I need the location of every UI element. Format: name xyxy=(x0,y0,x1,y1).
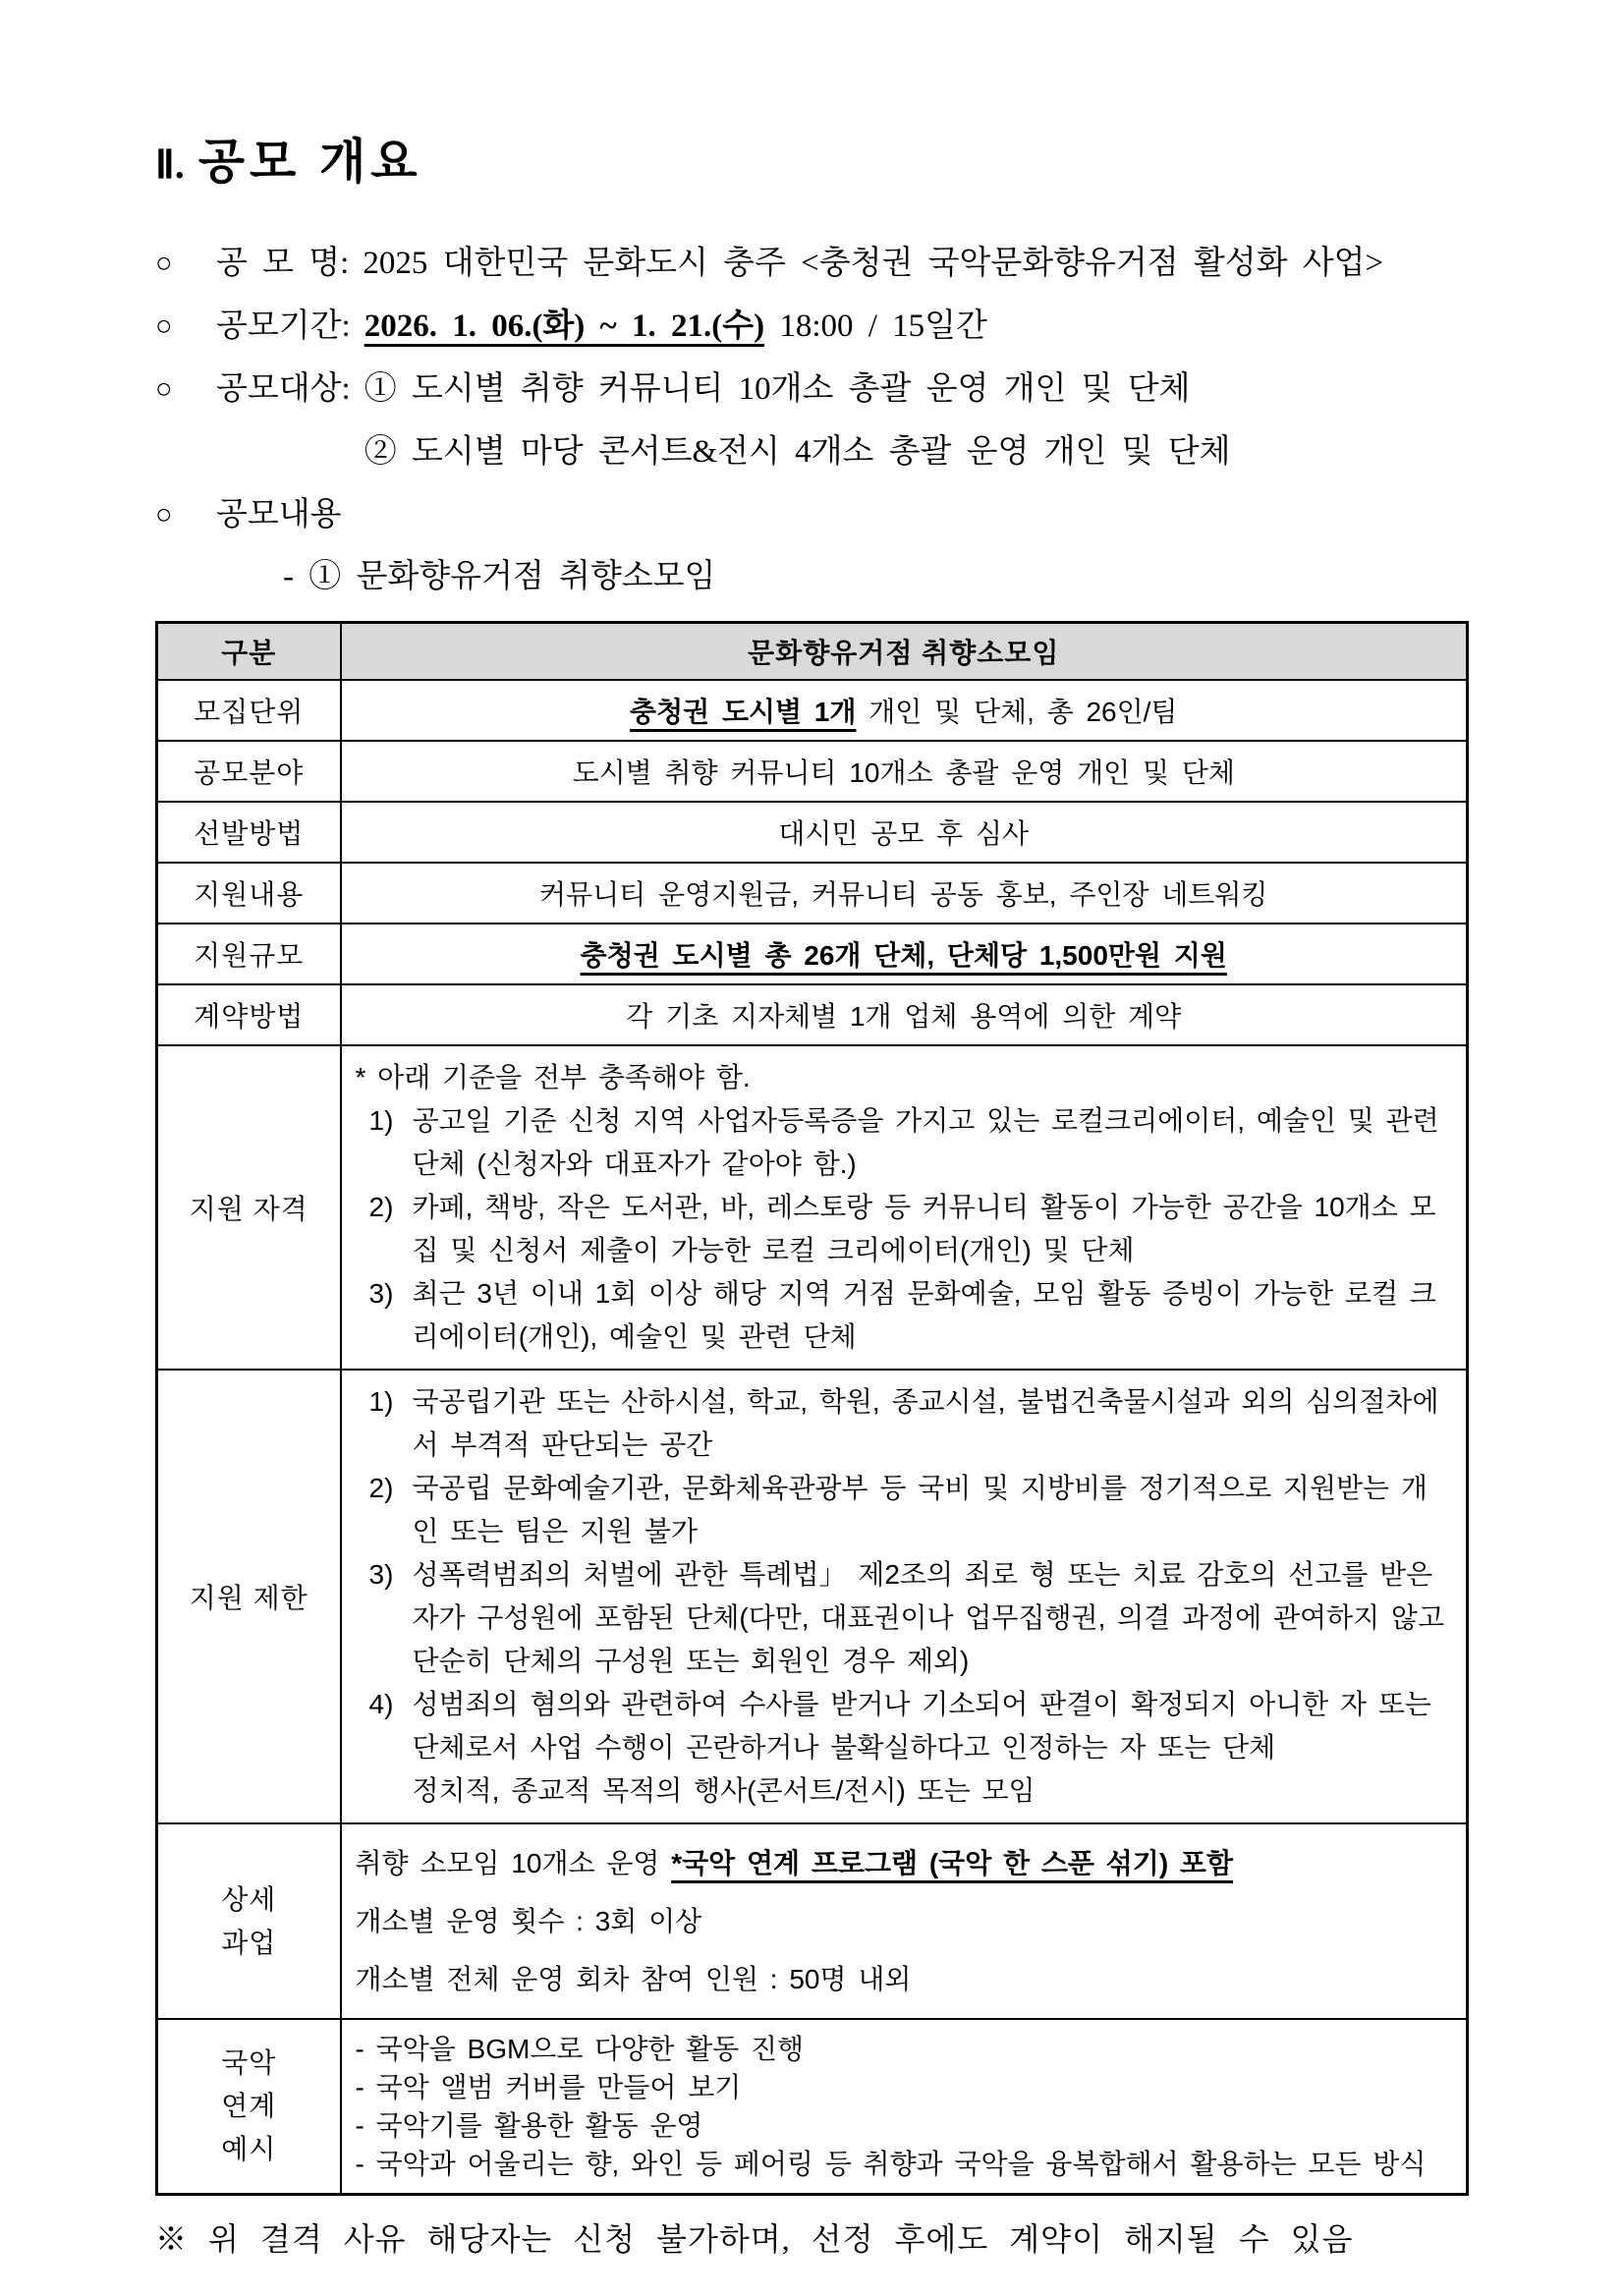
scale-value-strong: 충청권 도시별 총 26개 단체, 단체당 1,500만원 지원 xyxy=(580,940,1227,971)
bullet-list xyxy=(155,232,1469,605)
selection-label: 선발방법 xyxy=(157,802,341,863)
bullet-competition-target xyxy=(155,358,1469,483)
header-category-cell: 구분 xyxy=(157,623,341,681)
eligibility-label: 지원 자격 xyxy=(157,1045,341,1370)
tasks-cell xyxy=(341,1823,1468,2019)
restriction-item: 1) 국공립기관 또는 산하시설, 학교, 학원, 종교시설, 불법건축물시설과 외의 심의절차에서 부격적 판단되는 공간 xyxy=(368,1386,1439,1460)
support-value: 커뮤니티 운영지원금, 커뮤니티 공동 홍보, 주인장 네트워킹 xyxy=(341,863,1468,924)
footnote: ※ 위 결격 사유 해당자는 신청 불가하며, 선정 후에도 계약이 해지될 수 있음 xyxy=(155,2221,1354,2257)
table-row-scale xyxy=(157,924,1468,984)
competition-period-value xyxy=(364,295,1469,358)
tasks-gugak-program-strong: *국악 연계 프로그램 (국악 한 스푼 섞기) 포함 xyxy=(671,1848,1234,1878)
gugak-example-item: - 국악 앨범 커버를 만들어 보기 xyxy=(355,2072,742,2102)
period-time-duration: 18:00 / 15일간 xyxy=(764,308,987,344)
bullet-competition-name xyxy=(155,232,1469,295)
eligibility-item: 2) 카페, 책방, 작은 도서관, 바, 레스토랑 등 커뮤니티 활동이 가능한 공간을 10개소 모집 및 신청서 제출이 가능한 로컬 크리에이터(개인) 및 단체 xyxy=(368,1192,1436,1265)
scale-value xyxy=(341,924,1468,984)
restriction-item: 2) 국공립 문화예술기관, 문화체육관광부 등 국비 및 지방비를 정기적으로 지원받는 개인 또는 팀은 지원 불가 xyxy=(368,1473,1428,1546)
table-row-gugak-examples xyxy=(157,2019,1468,2195)
scale-label: 지원규모 xyxy=(157,924,341,984)
selection-value: 대시민 공모 후 심사 xyxy=(341,802,1468,863)
recruit-unit-strong: 충청권 도시별 1개 xyxy=(630,697,857,727)
gugak-examples-label: 국악 연계 예시 xyxy=(157,2019,341,2195)
competition-name-value: 2025 대한민국 문화도시 충주 <충청권 국악문화향유거점 활성화 사업> xyxy=(363,246,1384,281)
gugak-example-item: - 국악과 어울리는 향, 와인 등 페어링 등 취향과 국악을 융복합해서 활용하는 모든 방식 xyxy=(355,2149,1427,2179)
competition-period-label: 공모기간: xyxy=(216,308,351,344)
competition-content-label: 공모내용 xyxy=(216,497,342,532)
restriction-item: 3) 성폭력범죄의 처벌에 관한 특례법」 제2조의 죄로 형 또는 치료 감호의 선고를 받은 자가 구성원에 포함된 단체(다만, 대표권이나 업무집행권, 의결 과정에 관여하지 않고 단순히 단체의 구성원 또는 회원인 경우 제외) xyxy=(368,1559,1445,1676)
table-header-row xyxy=(157,623,1468,681)
restriction-label: 지원 제한 xyxy=(157,1370,341,1823)
table-row-field xyxy=(157,741,1468,802)
table-row-tasks xyxy=(157,1823,1468,2019)
field-value: 도시별 취향 커뮤니티 10개소 총괄 운영 개인 및 단체 xyxy=(341,741,1468,802)
circle-bullet-icon: ○ xyxy=(155,499,173,531)
tasks-line-3: 개소별 전체 운영 회차 참여 인원 : 50명 내외 xyxy=(355,1964,912,1994)
recruit-unit-label: 모집단위 xyxy=(157,680,341,741)
eligibility-cell xyxy=(341,1045,1468,1370)
section-title-text: 공모 개요 xyxy=(197,136,422,189)
tasks-line-1: 취향 소모임 10개소 운영 *국악 연계 프로그램 (국악 한 스푼 섞기) 포함 xyxy=(355,1848,1234,1878)
gugak-examples-cell xyxy=(341,2019,1468,2195)
restriction-cell xyxy=(341,1370,1468,1823)
circle-bullet-icon: ○ xyxy=(155,310,173,342)
recruit-unit-value xyxy=(341,680,1468,741)
gugak-example-item: - 국악기를 활용한 활동 운영 xyxy=(355,2110,703,2141)
table-row-eligibility xyxy=(157,1045,1468,1370)
overview-table xyxy=(155,621,1469,2196)
bullet-competition-period xyxy=(155,295,1469,358)
tasks-label: 상세 과업 xyxy=(157,1823,341,2019)
period-date-range: 2026. 1. 06.(화) ~ 1. 21.(수) xyxy=(364,308,765,344)
table-row-selection xyxy=(157,802,1468,863)
section-numeral: Ⅱ. xyxy=(155,142,185,187)
circle-bullet-icon: ○ xyxy=(155,373,173,405)
bullet-competition-content xyxy=(155,483,1469,546)
table-row-support xyxy=(157,863,1468,924)
competition-target-label: 공모대상: xyxy=(216,371,351,407)
recruit-unit-rest: 개인 및 단체, 총 26인/팀 xyxy=(856,697,1178,727)
target-item-2: ② 도시별 마당 콘서트&전시 4개소 총괄 운영 개인 및 단체 xyxy=(364,434,1231,470)
eligibility-note: * 아래 기준을 전부 충족해야 함. xyxy=(355,1062,751,1092)
competition-name-label: 공 모 명: xyxy=(216,246,350,281)
table-row-recruit-unit xyxy=(157,680,1468,741)
page-title xyxy=(155,124,1469,193)
target-item-1: ① 도시별 취향 커뮤니티 10개소 총괄 운영 개인 및 단체 xyxy=(364,371,1191,407)
table-row-restriction xyxy=(157,1370,1468,1823)
support-label: 지원내용 xyxy=(157,863,341,924)
table-row-contract xyxy=(157,984,1468,1045)
contract-label: 계약방법 xyxy=(157,984,341,1045)
restriction-item: 정치적, 종교적 목적의 행사(콘서트/전시) 또는 모임 xyxy=(412,1775,1036,1806)
eligibility-item: 3) 최근 3년 이내 1회 이상 해당 지역 거점 문화예술, 모임 활동 증빙이 가능한 로컬 크리에이터(개인), 예술인 및 관련 단체 xyxy=(368,1278,1436,1352)
gugak-example-item: - 국악을 BGM으로 다양한 활동 진행 xyxy=(355,2034,805,2064)
tasks-line-2: 개소별 운영 횟수 : 3회 이상 xyxy=(355,1906,702,1936)
circle-bullet-icon: ○ xyxy=(155,248,173,279)
contract-value: 각 기초 지자체별 1개 업체 용역에 의한 계약 xyxy=(341,984,1468,1045)
competition-target-value xyxy=(364,358,1469,483)
field-label: 공모분야 xyxy=(157,741,341,802)
header-program-cell: 문화향유거점 취향소모임 xyxy=(341,623,1468,681)
content-sub-item: - ① 문화향유거점 취향소모임 xyxy=(283,559,716,594)
restriction-item: 4) 성범죄의 혐의와 관련하여 수사를 받거나 기소되어 판결이 확정되지 아니한 자 또는 단체로서 사업 수행이 곤란하거나 불확실하다고 인정하는 자 또는 단체 xyxy=(368,1689,1431,1763)
eligibility-item: 1) 공고일 기준 신청 지역 사업자등록증을 가지고 있는 로컬크리에이터, 예술인 및 관련 단체 (신청자와 대표자가 같아야 함.) xyxy=(368,1105,1439,1179)
